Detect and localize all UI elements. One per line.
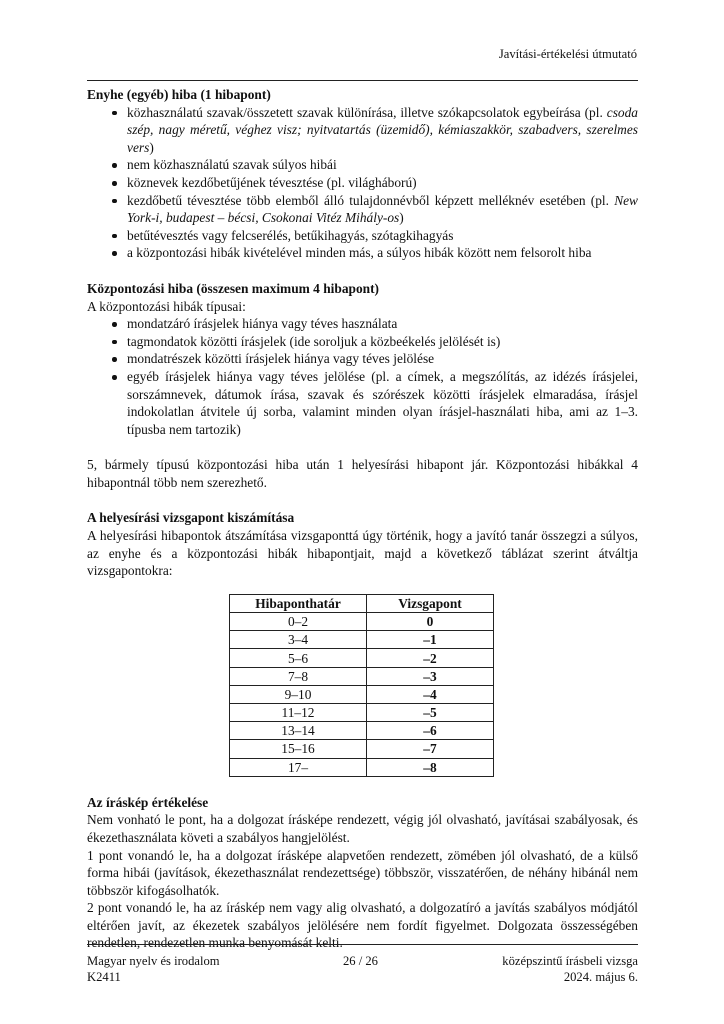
list-item: kezdőbetű tévesztése több elemből álló tulajdonnévből képzett melléknév esetében (pl. New York-i, budapest – bécsi, Csokonai Vitéz Mihály-os) — [109, 192, 638, 227]
punctuation-error-heading: Központozási hiba (összesen maximum 4 hibapont) — [87, 280, 380, 296]
punctuation-error-list — [87, 315, 638, 438]
table-cell: 13–14 — [230, 722, 367, 740]
table-cell: –3 — [367, 667, 494, 685]
footer-subject: Magyar nyelv és irodalom — [87, 954, 220, 968]
column-header: Hibaponthatár — [230, 594, 367, 612]
table-row — [230, 649, 494, 667]
table-row — [230, 740, 494, 758]
handwriting-paragraph-3: 2 pont vonandó le, ha az íráskép nem vagy alig olvasható, a dolgozatíró a javítás szabályos módjától eltérően javít, az ékezetek szabályos jelölésére nem fordít figyelmet. Dolgozata összességében rendetlen, rendezetlen munka benyomását kelti. — [87, 900, 638, 951]
handwriting-paragraph-2: 1 pont vonandó le, ha a dolgozat írásképe alapvetően rendezett, zömében jól olvasható, de a külső forma hibái (javítások, ékezethasználat rendezettsége) többször, visszatérően, de néhány hibánál nem többször kifogásolhatók. — [87, 847, 638, 898]
footer-level: középszintű írásbeli vizsga — [502, 954, 638, 968]
table-cell: 5–6 — [230, 649, 367, 667]
table-cell: –1 — [367, 631, 494, 649]
score-calc-text: A helyesírási hibapontok átszámítása vizsgaponttá úgy történik, hogy a javító tanár összegzi a súlyos, az enyhe és a központozási hibák hibapontjait, majd a következő táblázat szerint átváltja vizsgapontokra: — [87, 528, 638, 579]
table-row — [230, 613, 494, 631]
table-cell: –7 — [367, 740, 494, 758]
column-header: Vizsgapont — [367, 594, 494, 612]
table-row — [230, 722, 494, 740]
table-row — [230, 685, 494, 703]
list-item: nem közhasználatú szavak súlyos hibái — [109, 156, 638, 174]
table-row — [230, 703, 494, 721]
table-cell: 9–10 — [230, 685, 367, 703]
header-title: Javítási-értékelési útmutató — [498, 47, 637, 61]
table-cell: –5 — [367, 703, 494, 721]
minor-error-list — [87, 104, 638, 262]
punctuation-note: 5, bármely típusú központozási hiba után 1 helyesírási hibapont jár. Központozási hibákkal 4 hibapontnál több nem szerezhető. — [87, 457, 638, 490]
page-content — [87, 86, 638, 952]
list-item: betűtévesztés vagy felcserélés, betűkihagyás, szótagkihagyás — [109, 227, 638, 245]
table-cell: 0–2 — [230, 613, 367, 631]
list-item: a központozási hibák kivételével minden más, a súlyos hibák között nem felsorolt hiba — [109, 244, 638, 262]
table-cell: 3–4 — [230, 631, 367, 649]
list-item: tagmondatok közötti írásjelek (ide soroljuk a közbeékelés jelölését is) — [109, 333, 638, 351]
table-cell: 17– — [230, 758, 367, 776]
table-cell: –4 — [367, 685, 494, 703]
table-cell: 7–8 — [230, 667, 367, 685]
table-cell: –8 — [367, 758, 494, 776]
score-table — [229, 594, 494, 777]
minor-error-heading: Enyhe (egyéb) hiba (1 hibapont) — [87, 87, 271, 102]
list-item: mondatrészek közötti írásjelek hiánya vagy téves jelölése — [109, 350, 638, 368]
list-item: köznevek kezdőbetűjének tévesztése (pl. világháború) — [109, 174, 638, 192]
handwriting-heading: Az íráskép értékelése — [87, 794, 209, 810]
table-cell: 11–12 — [230, 703, 367, 721]
handwriting-paragraph-1: Nem vonható le pont, ha a dolgozat írásképe rendezett, végig jól olvasható, javításai szabályosak, és ékezethasználata követi a szabályos hangjelölést. — [87, 812, 638, 845]
table-cell: 15–16 — [230, 740, 367, 758]
footer-date: 2024. május 6. — [563, 970, 638, 984]
list-item: egyéb írásjelek hiánya vagy téves jelölése (pl. a címek, a megszólítás, az idézés írásjelei, sorszámnevek, dátumok írása, szavak és szórészek közötti írásjelek elmaradása, írásjel indokolatlan átvitele új sorba, valamint minden olyan írásjel-használati hiba, ami az 1–3. típusba nem tartozik) — [109, 368, 638, 438]
table-row — [230, 631, 494, 649]
table-cell: 0 — [367, 613, 494, 631]
punctuation-intro: A központozási hibák típusai: — [87, 298, 246, 314]
table-row — [230, 758, 494, 776]
table-row — [230, 667, 494, 685]
footer-code: K2411 — [87, 970, 121, 984]
footer-rule — [87, 944, 638, 945]
list-item: mondatzáró írásjelek hiánya vagy téves használata — [109, 315, 638, 333]
table-cell: –6 — [367, 722, 494, 740]
table-header-row — [230, 594, 494, 612]
page-number: 26 / 26 — [343, 954, 378, 968]
score-calc-heading: A helyesírási vizsgapont kiszámítása — [87, 510, 295, 526]
table-cell: –2 — [367, 649, 494, 667]
list-item: közhasználatú szavak/összetett szavak különírása, illetve szókapcsolatok egybeírása (pl. csoda szép, nagy méretű, véghez visz; nyitvatartás (üzemidő), kémiaszakkör, szabadvers, szerelmes vers) — [109, 104, 638, 157]
header-rule — [87, 80, 638, 81]
